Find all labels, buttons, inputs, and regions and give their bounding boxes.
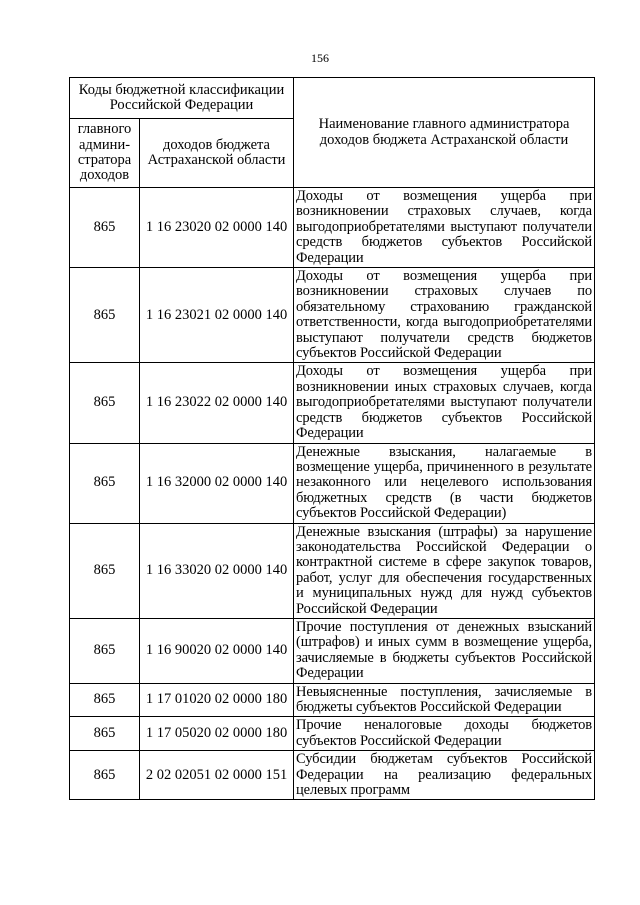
cell-income-name: Доходы от возмещения ущерба при возникновении страховых случаев, когда выгодоприобретателями выступают получатели средств бюджетов субъектов Российской Федерации bbox=[294, 188, 595, 268]
header-group-budget-codes: Коды бюджетной классификации Российской Федерации bbox=[70, 78, 294, 119]
cell-administrator-code: 865 bbox=[70, 188, 140, 268]
cell-income-name: Денежные взыскания, налагаемые в возмещение ущерба, причиненного в результате незаконного или нецелевого использования бюджетных средств (в части бюджетов субъектов Российской Федерации) bbox=[294, 443, 595, 523]
cell-administrator-code: 865 bbox=[70, 717, 140, 751]
table-row bbox=[70, 188, 595, 268]
page-number: 156 bbox=[311, 51, 329, 65]
table-row bbox=[70, 683, 595, 717]
header-main-administrator: главного админи-стратора доходов bbox=[70, 119, 140, 188]
table-row bbox=[70, 717, 595, 751]
cell-income-code: 1 16 90020 02 0000 140 bbox=[140, 618, 294, 683]
cell-income-name: Доходы от возмещения ущерба при возникновении страховых случаев по обязательному страхованию гражданской ответственности, когда выгодоприобретателями выступают получатели средств бюджетов субъектов Российской Федерации bbox=[294, 268, 595, 363]
cell-administrator-code: 865 bbox=[70, 523, 140, 618]
cell-income-code: 1 16 33020 02 0000 140 bbox=[140, 523, 294, 618]
cell-administrator-code: 865 bbox=[70, 683, 140, 717]
cell-administrator-code: 865 bbox=[70, 363, 140, 443]
cell-income-code: 2 02 02051 02 0000 151 bbox=[140, 751, 294, 800]
cell-income-code: 1 16 23020 02 0000 140 bbox=[140, 188, 294, 268]
header-administrator-name: Наименование главного администратора доходов бюджета Астраханской области bbox=[294, 78, 595, 188]
budget-codes-table bbox=[69, 77, 595, 800]
cell-income-name: Прочие поступления от денежных взысканий (штрафов) и иных сумм в возмещение ущерба, зачисляемые в бюджеты субъектов Российской Федерации bbox=[294, 618, 595, 683]
table-row bbox=[70, 618, 595, 683]
cell-income-code: 1 16 23022 02 0000 140 bbox=[140, 363, 294, 443]
cell-income-name: Доходы от возмещения ущерба при возникновении иных страховых случаев, когда выгодоприобретателями выступают получатели средств бюджетов субъектов Российской Федерации bbox=[294, 363, 595, 443]
cell-administrator-code: 865 bbox=[70, 618, 140, 683]
cell-administrator-code: 865 bbox=[70, 268, 140, 363]
table-body bbox=[70, 188, 595, 800]
header-row-top bbox=[70, 78, 595, 119]
table-row bbox=[70, 751, 595, 800]
cell-income-name: Прочие неналоговые доходы бюджетов субъектов Российской Федерации bbox=[294, 717, 595, 751]
cell-income-code: 1 17 01020 02 0000 180 bbox=[140, 683, 294, 717]
header-income-code: доходов бюджета Астраханской области bbox=[140, 119, 294, 188]
cell-income-name: Денежные взыскания (штрафы) за нарушение законодательства Российской Федерации о контрактной системе в сфере закупок товаров, работ, услуг для обеспечения государственных и муниципальных нужд для нужд субъектов Российской Федерации bbox=[294, 523, 595, 618]
table-row bbox=[70, 443, 595, 523]
table-row bbox=[70, 268, 595, 363]
cell-income-name: Невыясненные поступления, зачисляемые в бюджеты субъектов Российской Федерации bbox=[294, 683, 595, 717]
table-row bbox=[70, 363, 595, 443]
table-row bbox=[70, 523, 595, 618]
cell-administrator-code: 865 bbox=[70, 443, 140, 523]
cell-income-code: 1 17 05020 02 0000 180 bbox=[140, 717, 294, 751]
cell-administrator-code: 865 bbox=[70, 751, 140, 800]
cell-income-code: 1 16 23021 02 0000 140 bbox=[140, 268, 294, 363]
cell-income-code: 1 16 32000 02 0000 140 bbox=[140, 443, 294, 523]
cell-income-name: Субсидии бюджетам субъектов Российской Федерации на реализацию федеральных целевых программ bbox=[294, 751, 595, 800]
